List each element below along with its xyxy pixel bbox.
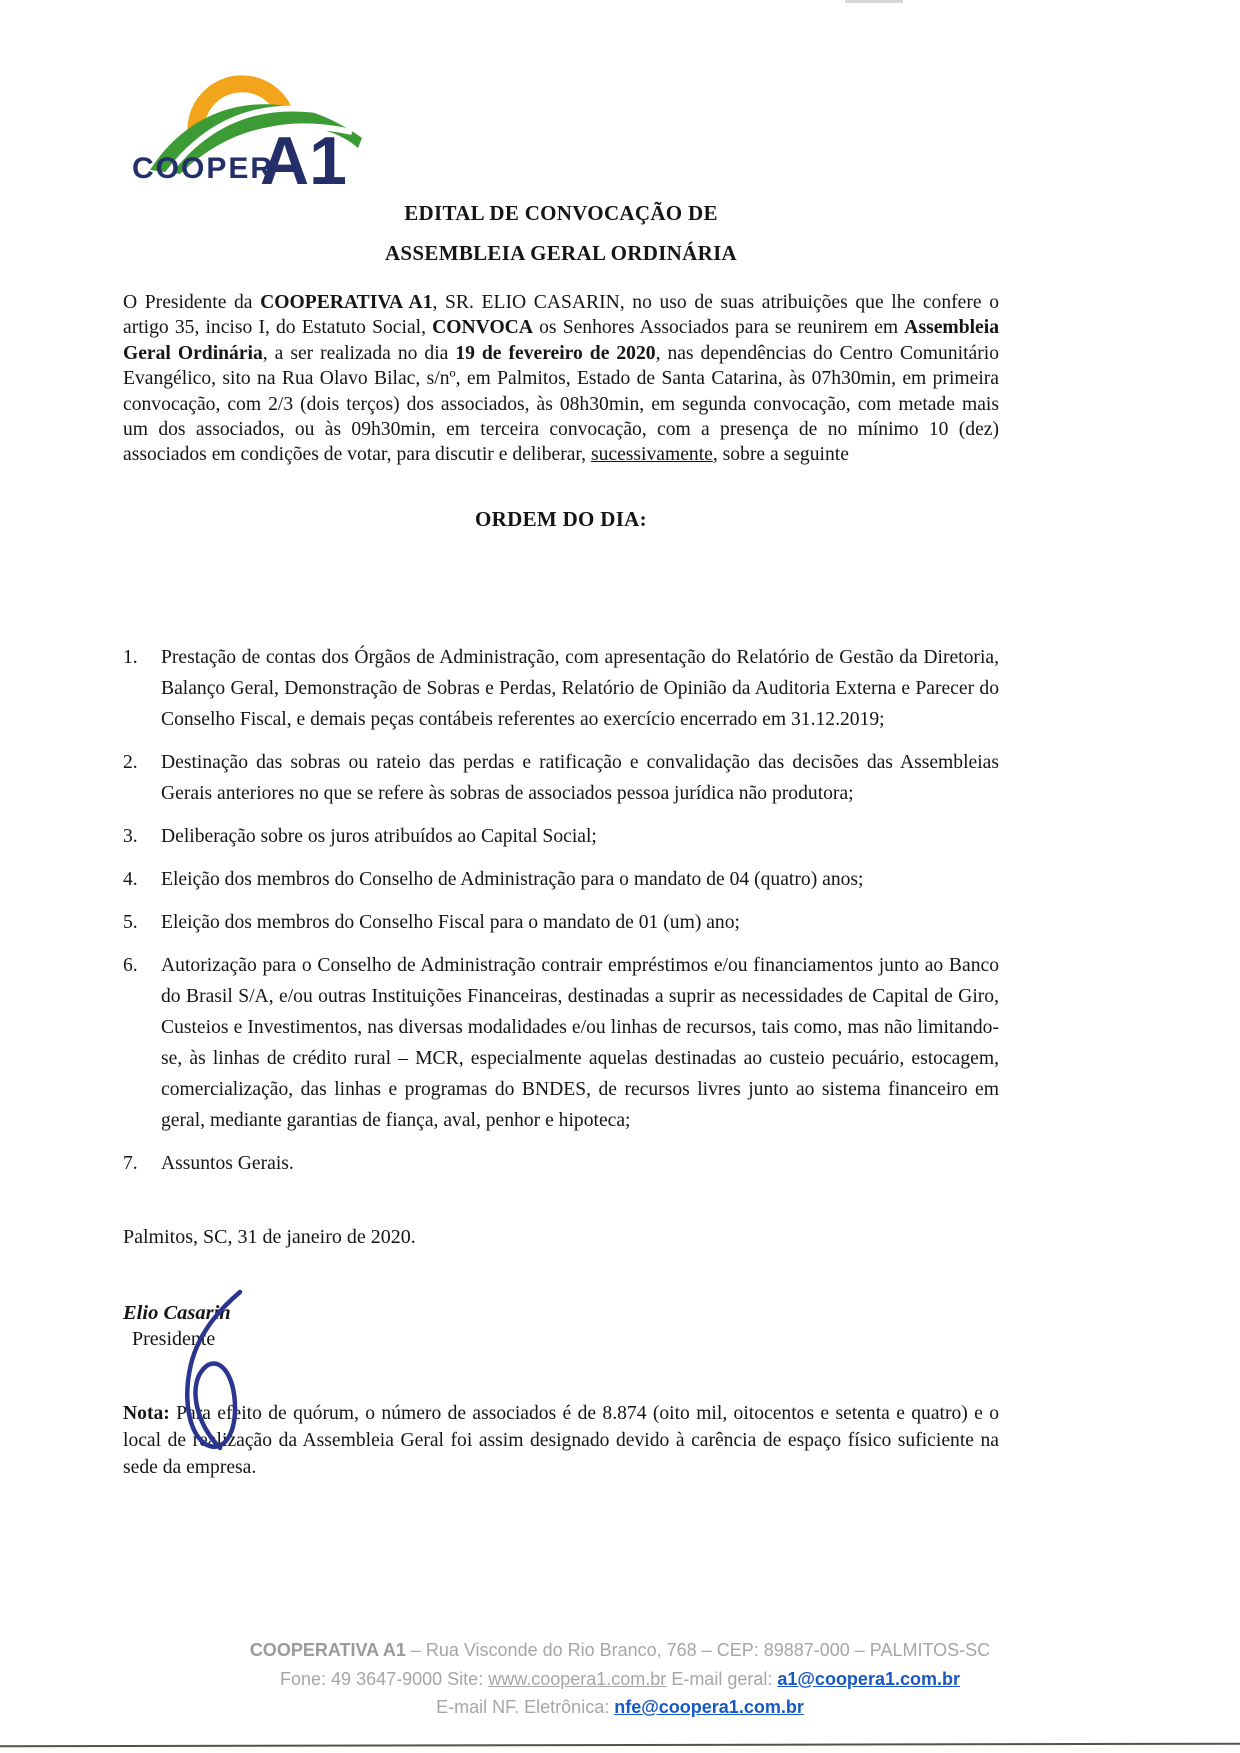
item-number: 1.: [123, 646, 138, 668]
scan-edge-line: [0, 1743, 1240, 1748]
footer-address: – Rua Visconde do Rio Branco, 768 – CEP: 89887-000 – PALMITOS-SC: [405, 1640, 991, 1660]
nota-label: Nota:: [123, 1402, 170, 1424]
title-line-1: EDITAL DE CONVOCAÇÃO DE: [404, 201, 718, 225]
footer-line-2: [0, 1665, 1240, 1694]
logo-cooper-text: COOPER: [132, 152, 275, 185]
footer-email-link[interactable]: a1@coopera1.com.br: [777, 1668, 960, 1689]
intro-text: , nas dependências do Centro Comunitário Evangélico, sito na Rua Olavo Bilac, s/nº, em Palmitos, Estado de Santa Catarina, às 07h30min, em primeira convocação, com 2/3 (dois terços) dos associados, às 08h30min, em segunda convocação, com metade mais um dos associados, ou às 09h30min, em terceira convocação, com a presença de no mínimo 10 (dez) associados em condições de votar, para discutir e deliberar,: [123, 342, 999, 466]
signatory-role: Presidente: [132, 1327, 216, 1350]
intro-text: O Presidente da: [123, 292, 261, 313]
assembly-date: 19 de fevereiro de 2020: [455, 342, 656, 364]
intro-text: , sobre a seguinte: [712, 444, 849, 466]
agenda-item-2: [123, 747, 999, 809]
intro-text: , SR. ELIO CASARIN, no uso de suas atribuições que lhe confere o artigo 35, inciso I, do Estatuto Social,: [123, 292, 999, 339]
item-text: Eleição dos membros do Conselho Fiscal para o mandato de 01 (um) ano;: [161, 911, 740, 933]
agenda-heading: ORDEM DO DIA:: [475, 506, 647, 531]
footer-line-1: [0, 1636, 1240, 1665]
assembly-name: Assembleia Geral Ordinária: [123, 317, 999, 364]
item-text: Deliberação sobre os juros atribuídos ao Capital Social;: [161, 825, 597, 847]
item-text: Assuntos Gerais.: [161, 1152, 294, 1174]
nota-text: Para efeito de quórum, o número de associados é de 8.874 (oito mil, oitocentos e setenta e quatro) e o local de realização da Assembleia Geral foi assim designado devido à carência de espaço físico suficiente na sede da empresa.: [123, 1402, 999, 1478]
document-title: [123, 193, 999, 273]
item-text: Autorização para o Conselho de Administração contrair empréstimos e/ou financiamentos junto ao Banco do Brasil S/A, e/ou outras Instituições Financeiras, destinadas a suprir as necessidades de Capital de Giro, Custeios e Investimentos, nas diversas modalidades e/ou linhas de recursos, tais como, mas não limitando-se, às linhas de crédito rural – MCR, especialmente aquelas destinadas ao custeio pecuário, estocagem, comercialização, das linhas e programas do BNDES, de recursos livres junto ao sistema financeiro em geral, mediante garantias de fiança, aval, penhor e hipoteca;: [161, 954, 999, 1131]
item-number: 3.: [123, 825, 138, 847]
agenda-item-5: [123, 907, 999, 938]
signatory-name: Elio Casarin: [123, 1301, 231, 1324]
intro-paragraph: [123, 290, 999, 468]
footer-email-label: E-mail geral:: [671, 1668, 773, 1689]
agenda-item-1: [123, 642, 999, 735]
intro-text: , a ser realizada no dia: [262, 342, 456, 364]
footer-phone: Fone: 49 3647-9000: [280, 1668, 443, 1689]
item-number: 5.: [123, 911, 138, 933]
item-number: 4.: [123, 868, 138, 890]
item-text: Prestação de contas dos Órgãos de Administração, com apresentação do Relatório de Gestão da Diretoria, Balanço Geral, Demonstração de Sobras e Perdas, Relatório de Opinião da Auditoria Externa e Parecer do Conselho Fiscal, e demais peças contábeis referentes ao exercício encerrado em 31.12.2019;: [161, 646, 999, 730]
footer-site-link[interactable]: www.coopera1.com.br: [488, 1668, 667, 1689]
agenda-list: [123, 642, 999, 1179]
sucessivamente-underlined: sucessivamente: [590, 444, 713, 466]
footer-nf-email-link[interactable]: nfe@coopera1.com.br: [614, 1697, 804, 1717]
item-number: 2.: [123, 751, 138, 773]
footer: [0, 1636, 1240, 1722]
logo-a1-text: A1: [260, 123, 347, 186]
footer-nf-label: E-mail NF. Eletrônica:: [436, 1697, 610, 1717]
item-number: 7.: [123, 1152, 138, 1174]
document-body: [123, 0, 999, 1500]
signature-stroke-icon: [178, 1288, 256, 1458]
footer-site-label: Site:: [447, 1668, 484, 1689]
title-line-2: ASSEMBLEIA GERAL ORDINÁRIA: [384, 241, 738, 265]
convoca-emphasis: CONVOCA: [432, 317, 533, 339]
item-number: 6.: [123, 954, 138, 976]
agenda-item-7: [123, 1148, 999, 1179]
footer-company: COOPERATIVA A1: [249, 1640, 406, 1660]
item-text: Destinação das sobras ou rateio das perdas e ratificação e convalidação das decisões das Assembleias Gerais anteriores no que se refere às sobras de associados pessoa jurídica não produtora;: [161, 751, 999, 804]
cooperative-name: COOPERATIVA A1: [260, 292, 433, 313]
intro-text: os Senhores Associados para se reunirem em: [532, 317, 905, 339]
item-text: Eleição dos membros do Conselho de Administração para o mandato de 04 (quatro) anos;: [161, 868, 864, 890]
date-line: Palmitos, SC, 31 de janeiro de 2020.: [123, 1225, 416, 1248]
agenda-item-3: [123, 821, 999, 852]
agenda-item-4: [123, 864, 999, 895]
footer-line-3: [0, 1693, 1240, 1722]
agenda-item-6: [123, 950, 999, 1136]
